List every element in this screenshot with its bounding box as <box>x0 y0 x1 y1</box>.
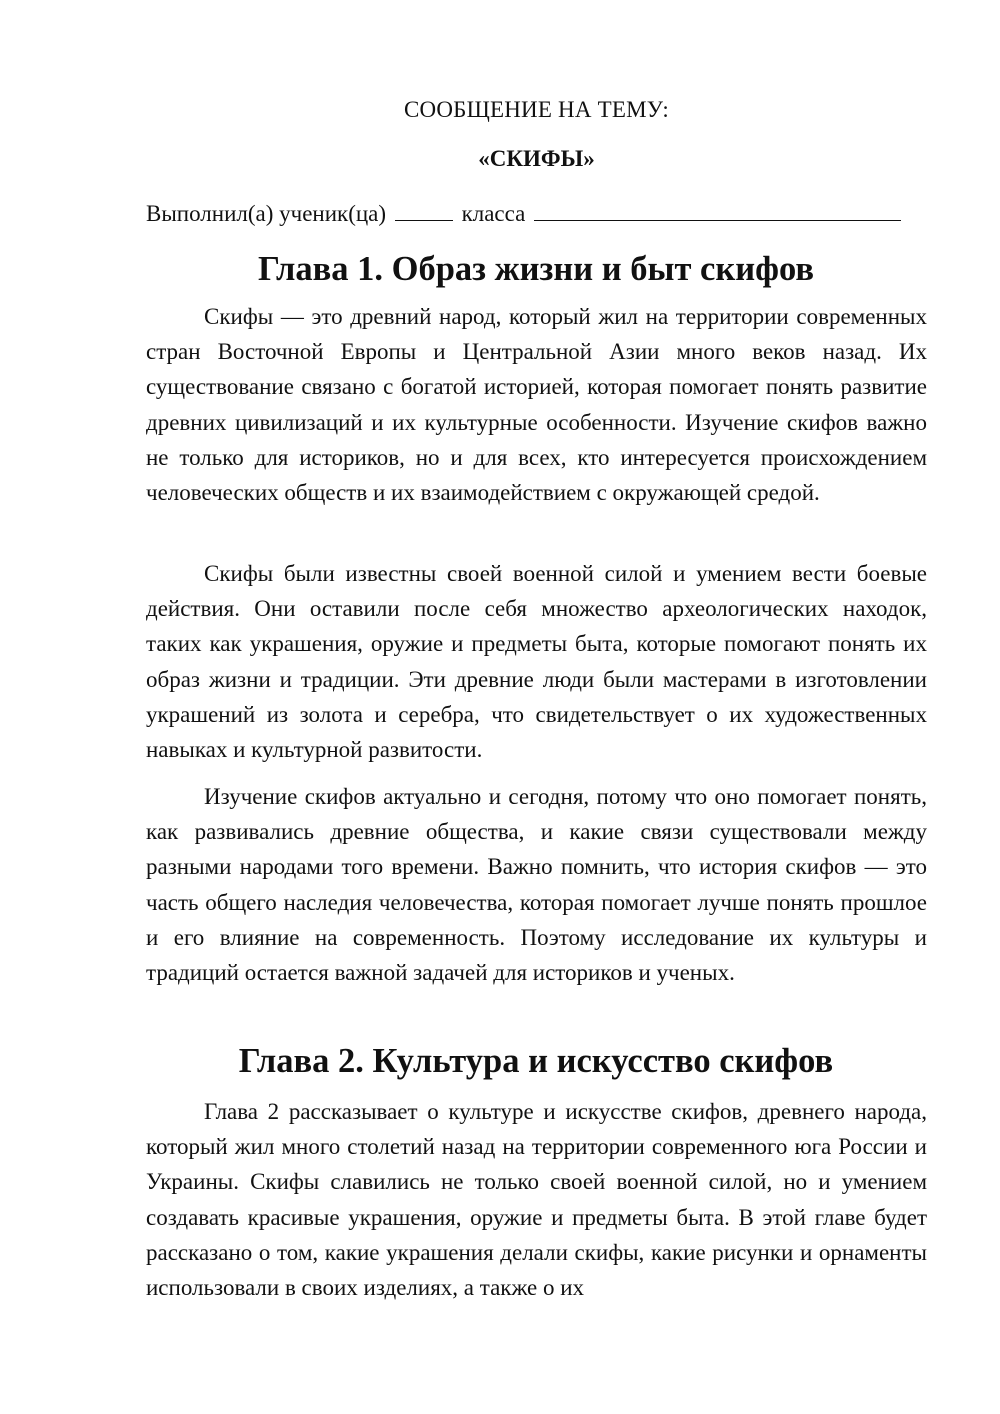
author-line <box>146 196 926 231</box>
class-blank-field[interactable] <box>395 196 453 221</box>
chapter-2-heading: Глава 2. Культура и искусство скифов <box>238 1042 834 1080</box>
chapter-1-heading: Глава 1. Образ жизни и быт скифов <box>257 250 815 288</box>
performed-by-label: Выполнил(а) ученик(ца) <box>146 201 387 226</box>
chapter-1-paragraph: Скифы — это древний народ, который жил на территории современных стран Восточной Европы и Центральной Азии много веков назад. Их существование связано с богатой историей, которая помогает понять развитие древних цивилизаций и их культурные особенности. Изучение скифов важно не только для историков, но и для всех, кто интересуется происхождением человеческих обществ и их взаимодействием с окружающей средой. <box>146 304 927 506</box>
name-blank-field[interactable] <box>534 196 901 221</box>
document-topic: «СКИФЫ» <box>478 146 595 171</box>
chapter-1-paragraph: Скифы были известны своей военной силой и умением вести боевые действия. Они оставили после себя множество археологических находок, таких как украшения, оружие и предметы быта, которые помогают понять их образ жизни и традиции. Эти древние люди были мастерами в изготовлении украшений из золота и серебра, что свидетельствует о их художественных навыках и культурной развитости. <box>146 561 927 763</box>
chapter-1-paragraph: Изучение скифов актуально и сегодня, потому что оно помогает понять, как развивались древние общества, и какие связи существовали между разными народами того времени. Важно помнить, что история скифов — это часть общего наследия человечества, которая помогает лучше понять прошлое и его влияние на современность. Поэтому исследование их культуры и традиций остается важной задачей для историков и ученых. <box>146 784 927 986</box>
document-title-line: СООБЩЕНИЕ НА ТЕМУ: <box>404 97 669 122</box>
chapter-2-paragraph: Глава 2 рассказывает о культуре и искусстве скифов, древнего народа, который жил много столетий назад на территории современного юга России и Украины. Скифы славились не только своей военной силой, но и умением создавать красивые украшения, оружие и предметы быта. В этой главе будет рассказано о том, какие украшения делали скифы, какие рисунки и орнаменты использовали в своих изделиях, а также о их <box>146 1099 927 1301</box>
class-label: класса <box>461 201 526 226</box>
